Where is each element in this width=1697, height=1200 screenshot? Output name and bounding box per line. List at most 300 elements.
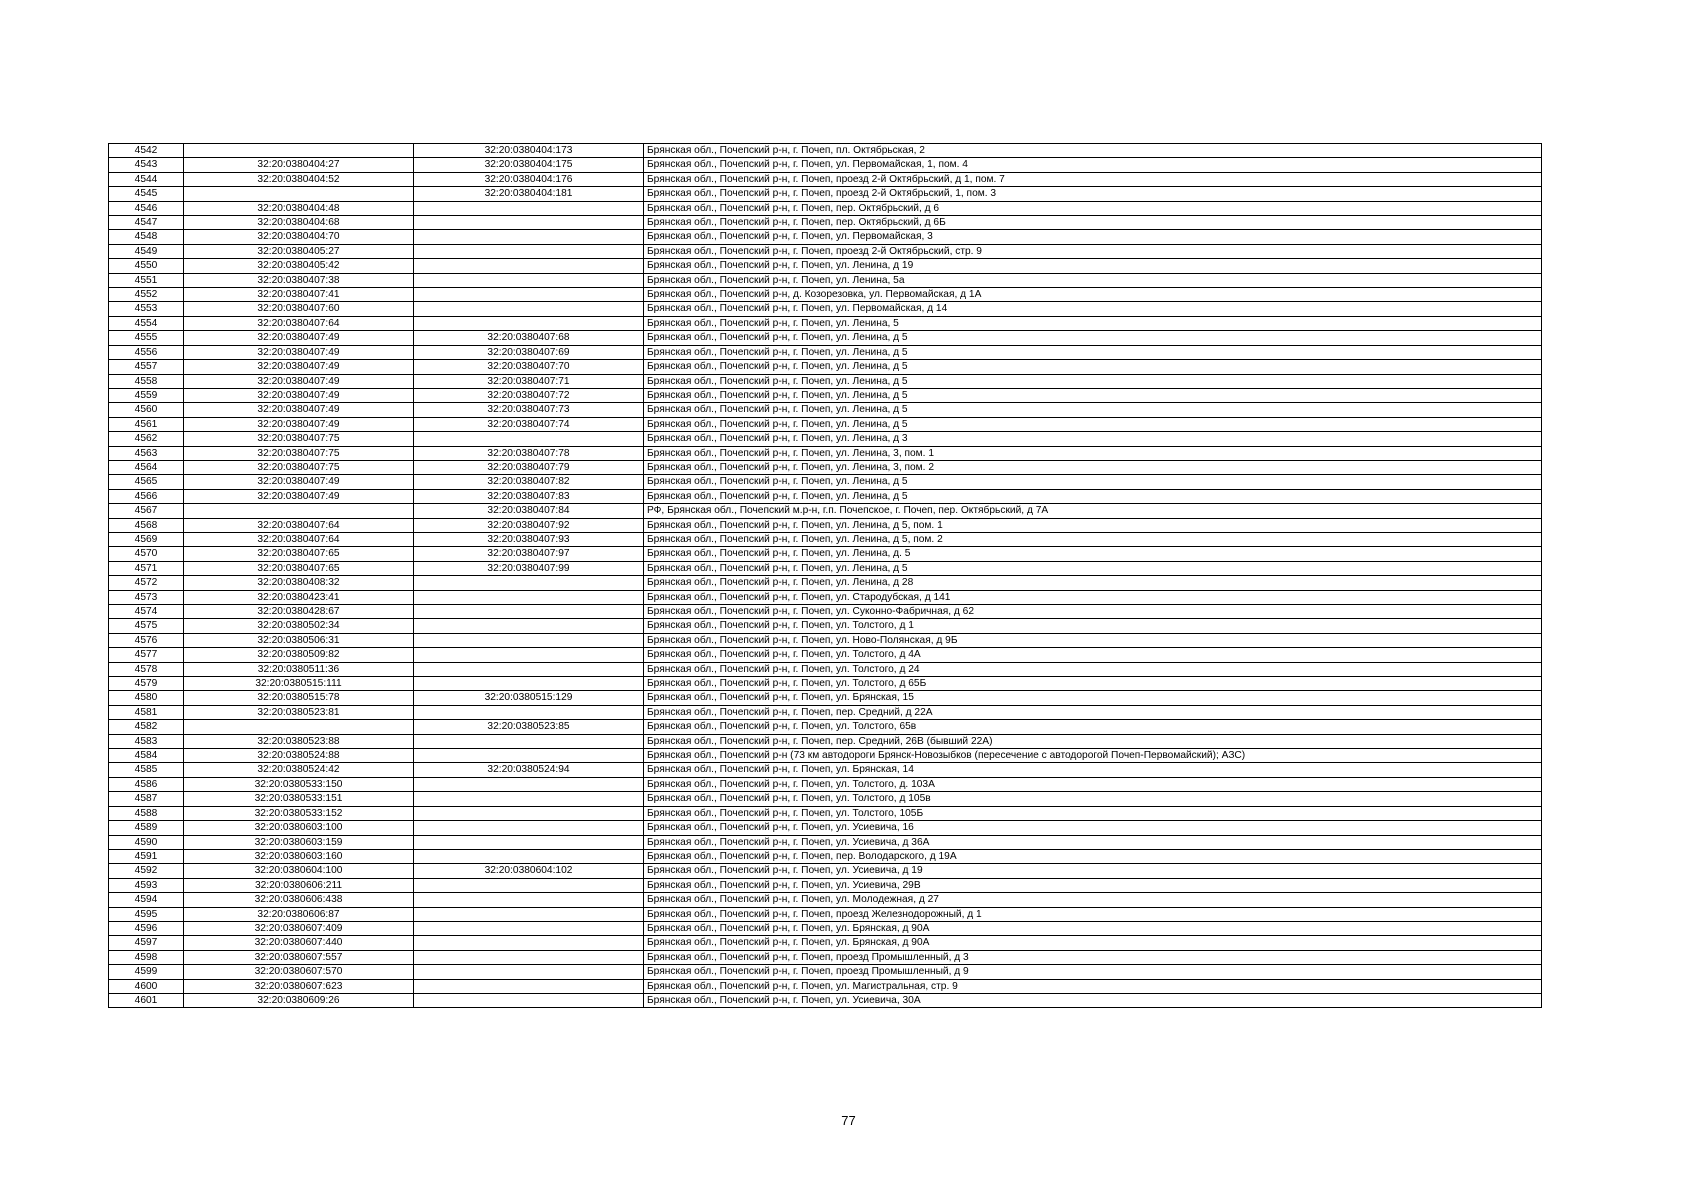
object-number-cell bbox=[414, 288, 644, 302]
object-number-cell: 32:20:0380515:129 bbox=[414, 691, 644, 705]
cadastral-number-cell: 32:20:0380423:41 bbox=[184, 590, 414, 604]
object-number-cell bbox=[414, 965, 644, 979]
row-number-cell: 4544 bbox=[109, 172, 184, 186]
address-cell: Брянская обл., Почепский р-н, г. Почеп, ул. Усиевича, д 19 bbox=[644, 864, 1542, 878]
cadastral-number-cell: 32:20:0380524:88 bbox=[184, 749, 414, 763]
cadastral-number-cell: 32:20:0380407:75 bbox=[184, 446, 414, 460]
table-row bbox=[109, 821, 1542, 835]
row-number-cell: 4598 bbox=[109, 950, 184, 964]
address-cell: Брянская обл., Почепский р-н, г. Почеп, ул. Усиевича, 29В bbox=[644, 878, 1542, 892]
row-number-cell: 4572 bbox=[109, 576, 184, 590]
table-row bbox=[109, 216, 1542, 230]
object-number-cell bbox=[414, 273, 644, 287]
cadastral-number-cell: 32:20:0380405:27 bbox=[184, 244, 414, 258]
address-cell: Брянская обл., Почепский р-н, г. Почеп, ул. Ленина, д 5 bbox=[644, 360, 1542, 374]
object-number-cell bbox=[414, 893, 644, 907]
cadastral-number-cell bbox=[184, 504, 414, 518]
address-cell: Брянская обл., Почепский р-н, г. Почеп, ул. Толстого, 65в bbox=[644, 720, 1542, 734]
row-number-cell: 4551 bbox=[109, 273, 184, 287]
cadastral-number-cell: 32:20:0380407:49 bbox=[184, 388, 414, 402]
address-cell: Брянская обл., Почепский р-н, г. Почеп, ул. Ленина, д 5 bbox=[644, 403, 1542, 417]
object-number-cell bbox=[414, 619, 644, 633]
object-number-cell: 32:20:0380407:79 bbox=[414, 460, 644, 474]
table-row bbox=[109, 648, 1542, 662]
table-row bbox=[109, 475, 1542, 489]
table-row bbox=[109, 561, 1542, 575]
table-row bbox=[109, 590, 1542, 604]
address-cell: Брянская обл., Почепский р-н, г. Почеп, ул. Ленина, д 19 bbox=[644, 259, 1542, 273]
address-cell: Брянская обл., Почепский р-н, г. Почеп, ул. Брянская, 14 bbox=[644, 763, 1542, 777]
object-number-cell bbox=[414, 302, 644, 316]
address-cell: РФ, Брянская обл., Почепский м.р-н, г.п. Почепское, г. Почеп, пер. Октябрьский, д 7А bbox=[644, 504, 1542, 518]
row-number-cell: 4553 bbox=[109, 302, 184, 316]
row-number-cell: 4591 bbox=[109, 849, 184, 863]
address-cell: Брянская обл., Почепский р-н (73 км автодороги Брянск-Новозыбков (пересечение с автодорогой Почеп-Первомайский); АЗС) bbox=[644, 749, 1542, 763]
row-number-cell: 4546 bbox=[109, 201, 184, 215]
cadastral-number-cell: 32:20:0380405:42 bbox=[184, 259, 414, 273]
cadastral-number-cell: 32:20:0380407:49 bbox=[184, 374, 414, 388]
table-row bbox=[109, 720, 1542, 734]
cadastral-number-cell: 32:20:0380509:82 bbox=[184, 648, 414, 662]
address-cell: Брянская обл., Почепский р-н, г. Почеп, ул. Усиевича, 16 bbox=[644, 821, 1542, 835]
object-number-cell: 32:20:0380523:85 bbox=[414, 720, 644, 734]
cadastral-number-cell: 32:20:0380407:65 bbox=[184, 547, 414, 561]
object-number-cell: 32:20:0380407:72 bbox=[414, 388, 644, 402]
table-row bbox=[109, 662, 1542, 676]
row-number-cell: 4582 bbox=[109, 720, 184, 734]
table-row bbox=[109, 547, 1542, 561]
address-cell: Брянская обл., Почепский р-н, г. Почеп, ул. Первомайская, д 14 bbox=[644, 302, 1542, 316]
address-cell: Брянская обл., Почепский р-н, г. Почеп, ул. Ленина, д 5 bbox=[644, 345, 1542, 359]
object-number-cell bbox=[414, 677, 644, 691]
table-row bbox=[109, 374, 1542, 388]
address-cell: Брянская обл., Почепский р-н, г. Почеп, ул. Ленина, д. 5 bbox=[644, 547, 1542, 561]
row-number-cell: 4545 bbox=[109, 187, 184, 201]
object-number-cell bbox=[414, 806, 644, 820]
row-number-cell: 4574 bbox=[109, 605, 184, 619]
object-number-cell bbox=[414, 605, 644, 619]
row-number-cell: 4578 bbox=[109, 662, 184, 676]
object-number-cell bbox=[414, 201, 644, 215]
object-number-cell bbox=[414, 821, 644, 835]
address-cell: Брянская обл., Почепский р-н, г. Почеп, ул. Ленина, 3, пом. 1 bbox=[644, 446, 1542, 460]
row-number-cell: 4584 bbox=[109, 749, 184, 763]
table-row bbox=[109, 576, 1542, 590]
address-cell: Брянская обл., Почепский р-н, г. Почеп, ул. Первомайская, 3 bbox=[644, 230, 1542, 244]
object-number-cell bbox=[414, 648, 644, 662]
cadastral-number-cell: 32:20:0380407:38 bbox=[184, 273, 414, 287]
row-number-cell: 4554 bbox=[109, 316, 184, 330]
cadastral-number-cell: 32:20:0380404:52 bbox=[184, 172, 414, 186]
cadastral-number-cell: 32:20:0380523:88 bbox=[184, 734, 414, 748]
row-number-cell: 4556 bbox=[109, 345, 184, 359]
address-cell: Брянская обл., Почепский р-н, г. Почеп, пер. Октябрьский, д 6 bbox=[644, 201, 1542, 215]
table-row bbox=[109, 201, 1542, 215]
row-number-cell: 4552 bbox=[109, 288, 184, 302]
object-number-cell bbox=[414, 244, 644, 258]
table-row bbox=[109, 172, 1542, 186]
object-number-cell bbox=[414, 792, 644, 806]
cadastral-number-cell: 32:20:0380506:31 bbox=[184, 633, 414, 647]
address-cell: Брянская обл., Почепский р-н, г. Почеп, проезд 2-й Октябрьский, д 1, пом. 7 bbox=[644, 172, 1542, 186]
table-row bbox=[109, 259, 1542, 273]
table-row bbox=[109, 417, 1542, 431]
object-number-cell bbox=[414, 230, 644, 244]
row-number-cell: 4579 bbox=[109, 677, 184, 691]
row-number-cell: 4589 bbox=[109, 821, 184, 835]
row-number-cell: 4588 bbox=[109, 806, 184, 820]
address-cell: Брянская обл., Почепский р-н, г. Почеп, ул. Ленина, д 3 bbox=[644, 432, 1542, 446]
address-cell: Брянская обл., Почепский р-н, г. Почеп, ул. Толстого, д 65Б bbox=[644, 677, 1542, 691]
cadastral-number-cell: 32:20:0380515:78 bbox=[184, 691, 414, 705]
row-number-cell: 4592 bbox=[109, 864, 184, 878]
table-row bbox=[109, 677, 1542, 691]
table-row bbox=[109, 691, 1542, 705]
object-number-cell bbox=[414, 921, 644, 935]
address-cell: Брянская обл., Почепский р-н, г. Почеп, ул. Молодежная, д 27 bbox=[644, 893, 1542, 907]
row-number-cell: 4601 bbox=[109, 993, 184, 1007]
row-number-cell: 4576 bbox=[109, 633, 184, 647]
address-cell: Брянская обл., Почепский р-н, г. Почеп, ул. Ленина, д 5 bbox=[644, 561, 1542, 575]
cadastral-table bbox=[108, 143, 1542, 1008]
row-number-cell: 4594 bbox=[109, 893, 184, 907]
row-number-cell: 4567 bbox=[109, 504, 184, 518]
row-number-cell: 4585 bbox=[109, 763, 184, 777]
cadastral-number-cell: 32:20:0380407:49 bbox=[184, 417, 414, 431]
object-number-cell: 32:20:0380404:181 bbox=[414, 187, 644, 201]
address-cell: Брянская обл., Почепский р-н, г. Почеп, ул. Усиевича, д 36А bbox=[644, 835, 1542, 849]
address-cell: Брянская обл., Почепский р-н, г. Почеп, проезд Железнодорожный, д 1 bbox=[644, 907, 1542, 921]
cadastral-number-cell: 32:20:0380407:64 bbox=[184, 532, 414, 546]
row-number-cell: 4583 bbox=[109, 734, 184, 748]
address-cell: Брянская обл., Почепский р-н, г. Почеп, ул. Усиевича, 30А bbox=[644, 993, 1542, 1007]
object-number-cell bbox=[414, 777, 644, 791]
address-cell: Брянская обл., Почепский р-н, г. Почеп, ул. Брянская, д 90А bbox=[644, 921, 1542, 935]
table-row bbox=[109, 158, 1542, 172]
cadastral-number-cell: 32:20:0380511:36 bbox=[184, 662, 414, 676]
table-row bbox=[109, 230, 1542, 244]
row-number-cell: 4559 bbox=[109, 388, 184, 402]
address-cell: Брянская обл., Почепский р-н, г. Почеп, пер. Володарского, д 19А bbox=[644, 849, 1542, 863]
row-number-cell: 4550 bbox=[109, 259, 184, 273]
table-row bbox=[109, 633, 1542, 647]
cadastral-number-cell: 32:20:0380407:49 bbox=[184, 331, 414, 345]
table-row bbox=[109, 864, 1542, 878]
object-number-cell bbox=[414, 936, 644, 950]
cadastral-number-cell: 32:20:0380502:34 bbox=[184, 619, 414, 633]
object-number-cell bbox=[414, 734, 644, 748]
object-number-cell: 32:20:0380524:94 bbox=[414, 763, 644, 777]
object-number-cell bbox=[414, 590, 644, 604]
cadastral-number-cell: 32:20:0380407:64 bbox=[184, 316, 414, 330]
table-row bbox=[109, 288, 1542, 302]
cadastral-number-cell: 32:20:0380404:68 bbox=[184, 216, 414, 230]
table-row bbox=[109, 345, 1542, 359]
cadastral-number-cell: 32:20:0380607:557 bbox=[184, 950, 414, 964]
cadastral-number-cell bbox=[184, 720, 414, 734]
cadastral-number-cell: 32:20:0380607:409 bbox=[184, 921, 414, 935]
table-row bbox=[109, 777, 1542, 791]
table-row bbox=[109, 763, 1542, 777]
cadastral-number-cell: 32:20:0380407:49 bbox=[184, 345, 414, 359]
table-row bbox=[109, 619, 1542, 633]
object-number-cell: 32:20:0380407:74 bbox=[414, 417, 644, 431]
cadastral-number-cell: 32:20:0380407:49 bbox=[184, 489, 414, 503]
cadastral-number-cell: 32:20:0380607:623 bbox=[184, 979, 414, 993]
address-cell: Брянская обл., Почепский р-н, г. Почеп, ул. Ленина, д 5 bbox=[644, 388, 1542, 402]
cadastral-number-cell: 32:20:0380404:27 bbox=[184, 158, 414, 172]
address-cell: Брянская обл., Почепский р-н, г. Почеп, проезд 2-й Октябрьский, 1, пом. 3 bbox=[644, 187, 1542, 201]
cadastral-number-cell: 32:20:0380523:81 bbox=[184, 705, 414, 719]
table-row bbox=[109, 605, 1542, 619]
table-row bbox=[109, 936, 1542, 950]
table-row bbox=[109, 907, 1542, 921]
object-number-cell: 32:20:0380407:99 bbox=[414, 561, 644, 575]
address-cell: Брянская обл., Почепский р-н, г. Почеп, ул. Ленина, д 5 bbox=[644, 489, 1542, 503]
cadastral-number-cell: 32:20:0380603:100 bbox=[184, 821, 414, 835]
object-number-cell bbox=[414, 662, 644, 676]
cadastral-number-cell: 32:20:0380524:42 bbox=[184, 763, 414, 777]
address-cell: Брянская обл., Почепский р-н, г. Почеп, проезд Промышленный, д 3 bbox=[644, 950, 1542, 964]
table-row bbox=[109, 331, 1542, 345]
object-number-cell: 32:20:0380407:83 bbox=[414, 489, 644, 503]
object-number-cell: 32:20:0380404:175 bbox=[414, 158, 644, 172]
row-number-cell: 4575 bbox=[109, 619, 184, 633]
table-row bbox=[109, 144, 1542, 158]
cadastral-number-cell: 32:20:0380407:75 bbox=[184, 460, 414, 474]
row-number-cell: 4586 bbox=[109, 777, 184, 791]
table-row bbox=[109, 244, 1542, 258]
table-row bbox=[109, 993, 1542, 1007]
address-cell: Брянская обл., Почепский р-н, г. Почеп, пл. Октябрьская, 2 bbox=[644, 144, 1542, 158]
object-number-cell: 32:20:0380407:92 bbox=[414, 518, 644, 532]
table-row bbox=[109, 921, 1542, 935]
row-number-cell: 4595 bbox=[109, 907, 184, 921]
object-number-cell bbox=[414, 835, 644, 849]
row-number-cell: 4561 bbox=[109, 417, 184, 431]
row-number-cell: 4569 bbox=[109, 532, 184, 546]
row-number-cell: 4549 bbox=[109, 244, 184, 258]
row-number-cell: 4587 bbox=[109, 792, 184, 806]
address-cell: Брянская обл., Почепский р-н, г. Почеп, ул. Первомайская, 1, пом. 4 bbox=[644, 158, 1542, 172]
table-row bbox=[109, 979, 1542, 993]
cadastral-number-cell: 32:20:0380407:41 bbox=[184, 288, 414, 302]
table-row bbox=[109, 187, 1542, 201]
table-row bbox=[109, 893, 1542, 907]
address-cell: Брянская обл., Почепский р-н, г. Почеп, ул. Ленина, д 28 bbox=[644, 576, 1542, 590]
object-number-cell bbox=[414, 849, 644, 863]
cadastral-number-cell: 32:20:0380404:70 bbox=[184, 230, 414, 244]
object-number-cell bbox=[414, 576, 644, 590]
cadastral-number-cell: 32:20:0380515:111 bbox=[184, 677, 414, 691]
cadastral-number-cell: 32:20:0380407:49 bbox=[184, 403, 414, 417]
table-row bbox=[109, 532, 1542, 546]
object-number-cell: 32:20:0380407:70 bbox=[414, 360, 644, 374]
address-cell: Брянская обл., Почепский р-н, г. Почеп, ул. Ленина, д 5 bbox=[644, 331, 1542, 345]
address-cell: Брянская обл., Почепский р-н, г. Почеп, ул. Ленина, 5а bbox=[644, 273, 1542, 287]
cadastral-number-cell: 32:20:0380407:60 bbox=[184, 302, 414, 316]
table-row bbox=[109, 360, 1542, 374]
row-number-cell: 4577 bbox=[109, 648, 184, 662]
table-row bbox=[109, 460, 1542, 474]
object-number-cell bbox=[414, 705, 644, 719]
object-number-cell: 32:20:0380407:97 bbox=[414, 547, 644, 561]
object-number-cell bbox=[414, 878, 644, 892]
address-cell: Брянская обл., Почепский р-н, г. Почеп, ул. Толстого, д 4А bbox=[644, 648, 1542, 662]
table-row bbox=[109, 388, 1542, 402]
object-number-cell bbox=[414, 216, 644, 230]
cadastral-number-cell: 32:20:0380606:211 bbox=[184, 878, 414, 892]
row-number-cell: 4565 bbox=[109, 475, 184, 489]
table-row bbox=[109, 878, 1542, 892]
address-cell: Брянская обл., Почепский р-н, г. Почеп, ул. Ново-Полянская, д 9Б bbox=[644, 633, 1542, 647]
cadastral-number-cell: 32:20:0380603:160 bbox=[184, 849, 414, 863]
cadastral-number-cell: 32:20:0380603:159 bbox=[184, 835, 414, 849]
cadastral-number-cell: 32:20:0380533:152 bbox=[184, 806, 414, 820]
address-cell: Брянская обл., Почепский р-н, г. Почеп, ул. Магистральная, стр. 9 bbox=[644, 979, 1542, 993]
cadastral-number-cell: 32:20:0380408:32 bbox=[184, 576, 414, 590]
row-number-cell: 4555 bbox=[109, 331, 184, 345]
cadastral-number-cell: 32:20:0380407:49 bbox=[184, 360, 414, 374]
cadastral-number-cell: 32:20:0380533:151 bbox=[184, 792, 414, 806]
object-number-cell: 32:20:0380404:173 bbox=[414, 144, 644, 158]
cadastral-number-cell: 32:20:0380607:570 bbox=[184, 965, 414, 979]
cadastral-number-cell: 32:20:0380407:49 bbox=[184, 475, 414, 489]
address-cell: Брянская обл., Почепский р-н, г. Почеп, ул. Толстого, 105Б bbox=[644, 806, 1542, 820]
cadastral-number-cell: 32:20:0380606:438 bbox=[184, 893, 414, 907]
cadastral-number-cell: 32:20:0380407:75 bbox=[184, 432, 414, 446]
object-number-cell bbox=[414, 979, 644, 993]
row-number-cell: 4597 bbox=[109, 936, 184, 950]
table-row bbox=[109, 446, 1542, 460]
object-number-cell: 32:20:0380407:84 bbox=[414, 504, 644, 518]
object-number-cell bbox=[414, 432, 644, 446]
address-cell: Брянская обл., Почепский р-н, г. Почеп, ул. Ленина, д 5, пом. 1 bbox=[644, 518, 1542, 532]
row-number-cell: 4566 bbox=[109, 489, 184, 503]
object-number-cell: 32:20:0380407:78 bbox=[414, 446, 644, 460]
page-number: 77 bbox=[841, 1113, 856, 1128]
address-cell: Брянская обл., Почепский р-н, г. Почеп, ул. Брянская, д 90А bbox=[644, 936, 1542, 950]
cadastral-number-cell: 32:20:0380407:65 bbox=[184, 561, 414, 575]
cadastral-number-cell bbox=[184, 144, 414, 158]
row-number-cell: 4573 bbox=[109, 590, 184, 604]
address-cell: Брянская обл., Почепский р-н, г. Почеп, ул. Ленина, 3, пом. 2 bbox=[644, 460, 1542, 474]
table-row bbox=[109, 849, 1542, 863]
table-row bbox=[109, 518, 1542, 532]
row-number-cell: 4564 bbox=[109, 460, 184, 474]
table-body bbox=[109, 144, 1542, 1008]
table-row bbox=[109, 806, 1542, 820]
cadastral-number-cell: 32:20:0380404:48 bbox=[184, 201, 414, 215]
object-number-cell bbox=[414, 907, 644, 921]
row-number-cell: 4563 bbox=[109, 446, 184, 460]
address-cell: Брянская обл., Почепский р-н, г. Почеп, ул. Ленина, д 5 bbox=[644, 417, 1542, 431]
row-number-cell: 4580 bbox=[109, 691, 184, 705]
cadastral-number-cell: 32:20:0380428:67 bbox=[184, 605, 414, 619]
object-number-cell: 32:20:0380407:82 bbox=[414, 475, 644, 489]
table-row bbox=[109, 302, 1542, 316]
row-number-cell: 4558 bbox=[109, 374, 184, 388]
row-number-cell: 4568 bbox=[109, 518, 184, 532]
object-number-cell: 32:20:0380407:93 bbox=[414, 532, 644, 546]
address-cell: Брянская обл., Почепский р-н, г. Почеп, ул. Ленина, д 5, пом. 2 bbox=[644, 532, 1542, 546]
row-number-cell: 4543 bbox=[109, 158, 184, 172]
table-row bbox=[109, 316, 1542, 330]
address-cell: Брянская обл., Почепский р-н, г. Почеп, проезд 2-й Октябрьский, стр. 9 bbox=[644, 244, 1542, 258]
row-number-cell: 4581 bbox=[109, 705, 184, 719]
row-number-cell: 4590 bbox=[109, 835, 184, 849]
table-row bbox=[109, 273, 1542, 287]
object-number-cell: 32:20:0380604:102 bbox=[414, 864, 644, 878]
table-row bbox=[109, 950, 1542, 964]
row-number-cell: 4600 bbox=[109, 979, 184, 993]
address-cell: Брянская обл., Почепский р-н, г. Почеп, ул. Толстого, д 105в bbox=[644, 792, 1542, 806]
row-number-cell: 4599 bbox=[109, 965, 184, 979]
row-number-cell: 4596 bbox=[109, 921, 184, 935]
address-cell: Брянская обл., Почепский р-н, д. Козорезовка, ул. Первомайская, д 1А bbox=[644, 288, 1542, 302]
cadastral-number-cell: 32:20:0380606:87 bbox=[184, 907, 414, 921]
table-row bbox=[109, 504, 1542, 518]
address-cell: Брянская обл., Почепский р-н, г. Почеп, пер. Октябрьский, д 6Б bbox=[644, 216, 1542, 230]
object-number-cell bbox=[414, 633, 644, 647]
row-number-cell: 4548 bbox=[109, 230, 184, 244]
object-number-cell: 32:20:0380407:73 bbox=[414, 403, 644, 417]
object-number-cell: 32:20:0380407:71 bbox=[414, 374, 644, 388]
address-cell: Брянская обл., Почепский р-н, г. Почеп, ул. Стародубская, д 141 bbox=[644, 590, 1542, 604]
table-row bbox=[109, 432, 1542, 446]
cadastral-number-cell: 32:20:0380407:64 bbox=[184, 518, 414, 532]
cadastral-number-cell bbox=[184, 187, 414, 201]
object-number-cell bbox=[414, 316, 644, 330]
address-cell: Брянская обл., Почепский р-н, г. Почеп, пер. Средний, д 22А bbox=[644, 705, 1542, 719]
address-cell: Брянская обл., Почепский р-н, г. Почеп, ул. Толстого, д. 103А bbox=[644, 777, 1542, 791]
address-cell: Брянская обл., Почепский р-н, г. Почеп, ул. Ленина, д 5 bbox=[644, 475, 1542, 489]
table-row bbox=[109, 489, 1542, 503]
object-number-cell bbox=[414, 259, 644, 273]
table-row bbox=[109, 705, 1542, 719]
object-number-cell: 32:20:0380407:69 bbox=[414, 345, 644, 359]
address-cell: Брянская обл., Почепский р-н, г. Почеп, ул. Толстого, д 24 bbox=[644, 662, 1542, 676]
table-row bbox=[109, 403, 1542, 417]
row-number-cell: 4542 bbox=[109, 144, 184, 158]
object-number-cell: 32:20:0380404:176 bbox=[414, 172, 644, 186]
address-cell: Брянская обл., Почепский р-н, г. Почеп, пер. Средний, 26В (бывший 22А) bbox=[644, 734, 1542, 748]
object-number-cell: 32:20:0380407:68 bbox=[414, 331, 644, 345]
table-row bbox=[109, 734, 1542, 748]
table-row bbox=[109, 835, 1542, 849]
address-cell: Брянская обл., Почепский р-н, г. Почеп, проезд Промышленный, д 9 bbox=[644, 965, 1542, 979]
table-row bbox=[109, 792, 1542, 806]
row-number-cell: 4557 bbox=[109, 360, 184, 374]
address-cell: Брянская обл., Почепский р-н, г. Почеп, ул. Толстого, д 1 bbox=[644, 619, 1542, 633]
address-cell: Брянская обл., Почепский р-н, г. Почеп, ул. Суконно-Фабричная, д 62 bbox=[644, 605, 1542, 619]
cadastral-number-cell: 32:20:0380533:150 bbox=[184, 777, 414, 791]
address-cell: Брянская обл., Почепский р-н, г. Почеп, ул. Ленина, д 5 bbox=[644, 374, 1542, 388]
row-number-cell: 4547 bbox=[109, 216, 184, 230]
row-number-cell: 4560 bbox=[109, 403, 184, 417]
object-number-cell bbox=[414, 749, 644, 763]
table-row bbox=[109, 749, 1542, 763]
cadastral-number-cell: 32:20:0380604:100 bbox=[184, 864, 414, 878]
object-number-cell bbox=[414, 993, 644, 1007]
address-cell: Брянская обл., Почепский р-н, г. Почеп, ул. Брянская, 15 bbox=[644, 691, 1542, 705]
address-cell: Брянская обл., Почепский р-н, г. Почеп, ул. Ленина, 5 bbox=[644, 316, 1542, 330]
cadastral-number-cell: 32:20:0380609:26 bbox=[184, 993, 414, 1007]
row-number-cell: 4571 bbox=[109, 561, 184, 575]
cadastral-number-cell: 32:20:0380607:440 bbox=[184, 936, 414, 950]
table-row bbox=[109, 965, 1542, 979]
row-number-cell: 4570 bbox=[109, 547, 184, 561]
